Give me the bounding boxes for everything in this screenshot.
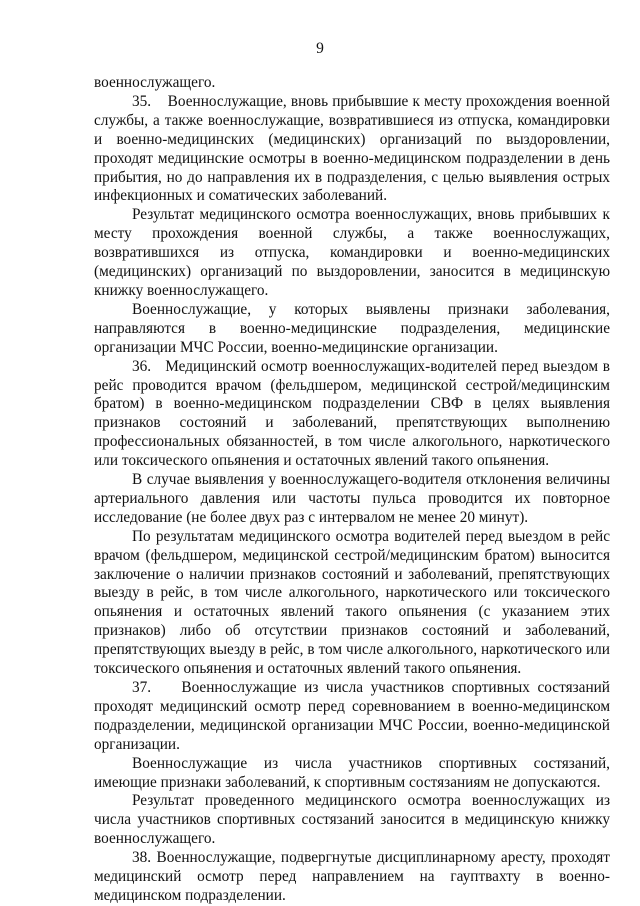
- page-number: 9: [316, 40, 324, 57]
- paragraph-item-38: 38. Военнослужащие, подвергнутые дисциплинарному аресту, проходят медицинский осмотр перед направлением на гауптвахту в военно-медицинском подразделении.: [94, 849, 610, 904]
- paragraph-driver-conclusion: По результатам медицинского осмотра водителей перед выездом в рейс врачом (фельдшером, медицинской сестрой/медицинским братом) выносится заключение о наличии признаков состояний и заболеваний, препятствующих выезду в рейс, в том числе алкогольного, наркотического или токсического опьянения и остаточных явлений такого опьянения (с указанием этих признаков) либо об отсутствии признаков состояний и заболеваний, препятствующих выезду в рейс, в том числе алкогольного, наркотического или токсического опьянения и остаточных явлений такого опьянения.: [94, 527, 610, 678]
- paragraph-continuation: военнослужащего.: [94, 74, 216, 91]
- document-body: [94, 74, 610, 906]
- paragraph-item-37: 37. Военнослужащие из числа участников спортивных состязаний проходят медицинский осмотр перед соревнованием в военно-медицинском подразделении, медицинской организации МЧС России, военно-медицинской организации.: [94, 679, 610, 753]
- paragraph-repeat-exam: В случае выявления у военнослужащего-водителя отклонения величины артериального давления или частоты пульса проводится их повторное исследование (не более двух раз с интервалом не менее 20 минут).: [94, 471, 610, 526]
- paragraph-sports-not-admitted: Военнослужащие из числа участников спортивных состязаний, имеющие признаки заболеваний, к спортивным состязаниям не допускаются.: [94, 754, 610, 791]
- paragraph-referral-ill: Военнослужащие, у которых выявлены признаки заболевания, направляются в военно-медицинские подразделения, медицинские организации МЧС России, военно-медицинские организации.: [94, 300, 610, 356]
- paragraph-sports-exam-result: Результат проведенного медицинского осмотра военнослужащих из числа участников спортивных состязаний заносится в медицинскую книжку военнослужащего.: [94, 792, 610, 848]
- paragraph-item-36: 36. Медицинский осмотр военнослужащих-водителей перед выездом в рейс проводится врачом (фельдшером, медицинской сестрой/медицинским братом) в военно-медицинском подразделении СВФ в целях выявления признаков состояний и заболеваний, препятствующих выполнению профессиональных обязанностей, в том числе алкогольного, наркотического или токсического опьянения и остаточных явлений такого опьянения.: [94, 357, 610, 470]
- paragraph-item-35: 35. Военнослужащие, вновь прибывшие к месту прохождения военной службы, а также военнослужащие, возвратившиеся из отпуска, командировки и военно-медицинских (медицинских) организаций по выздоровлении, проходят медицинские осмотры в военно-медицинском подразделении в день прибытия, но до направления их в подразделения, с целью выявления острых инфекционных и соматических заболеваний.: [94, 92, 610, 205]
- paragraph-exam-result-arrivals: Результат медицинского осмотра военнослужащих, вновь прибывших к месту прохождения военной службы, а также военнослужащих, возвратившихся из отпуска, командировки и военно-медицинских (медицинских) организаций по выздоровлении, заносится в медицинскую книжку военнослужащего.: [94, 206, 610, 299]
